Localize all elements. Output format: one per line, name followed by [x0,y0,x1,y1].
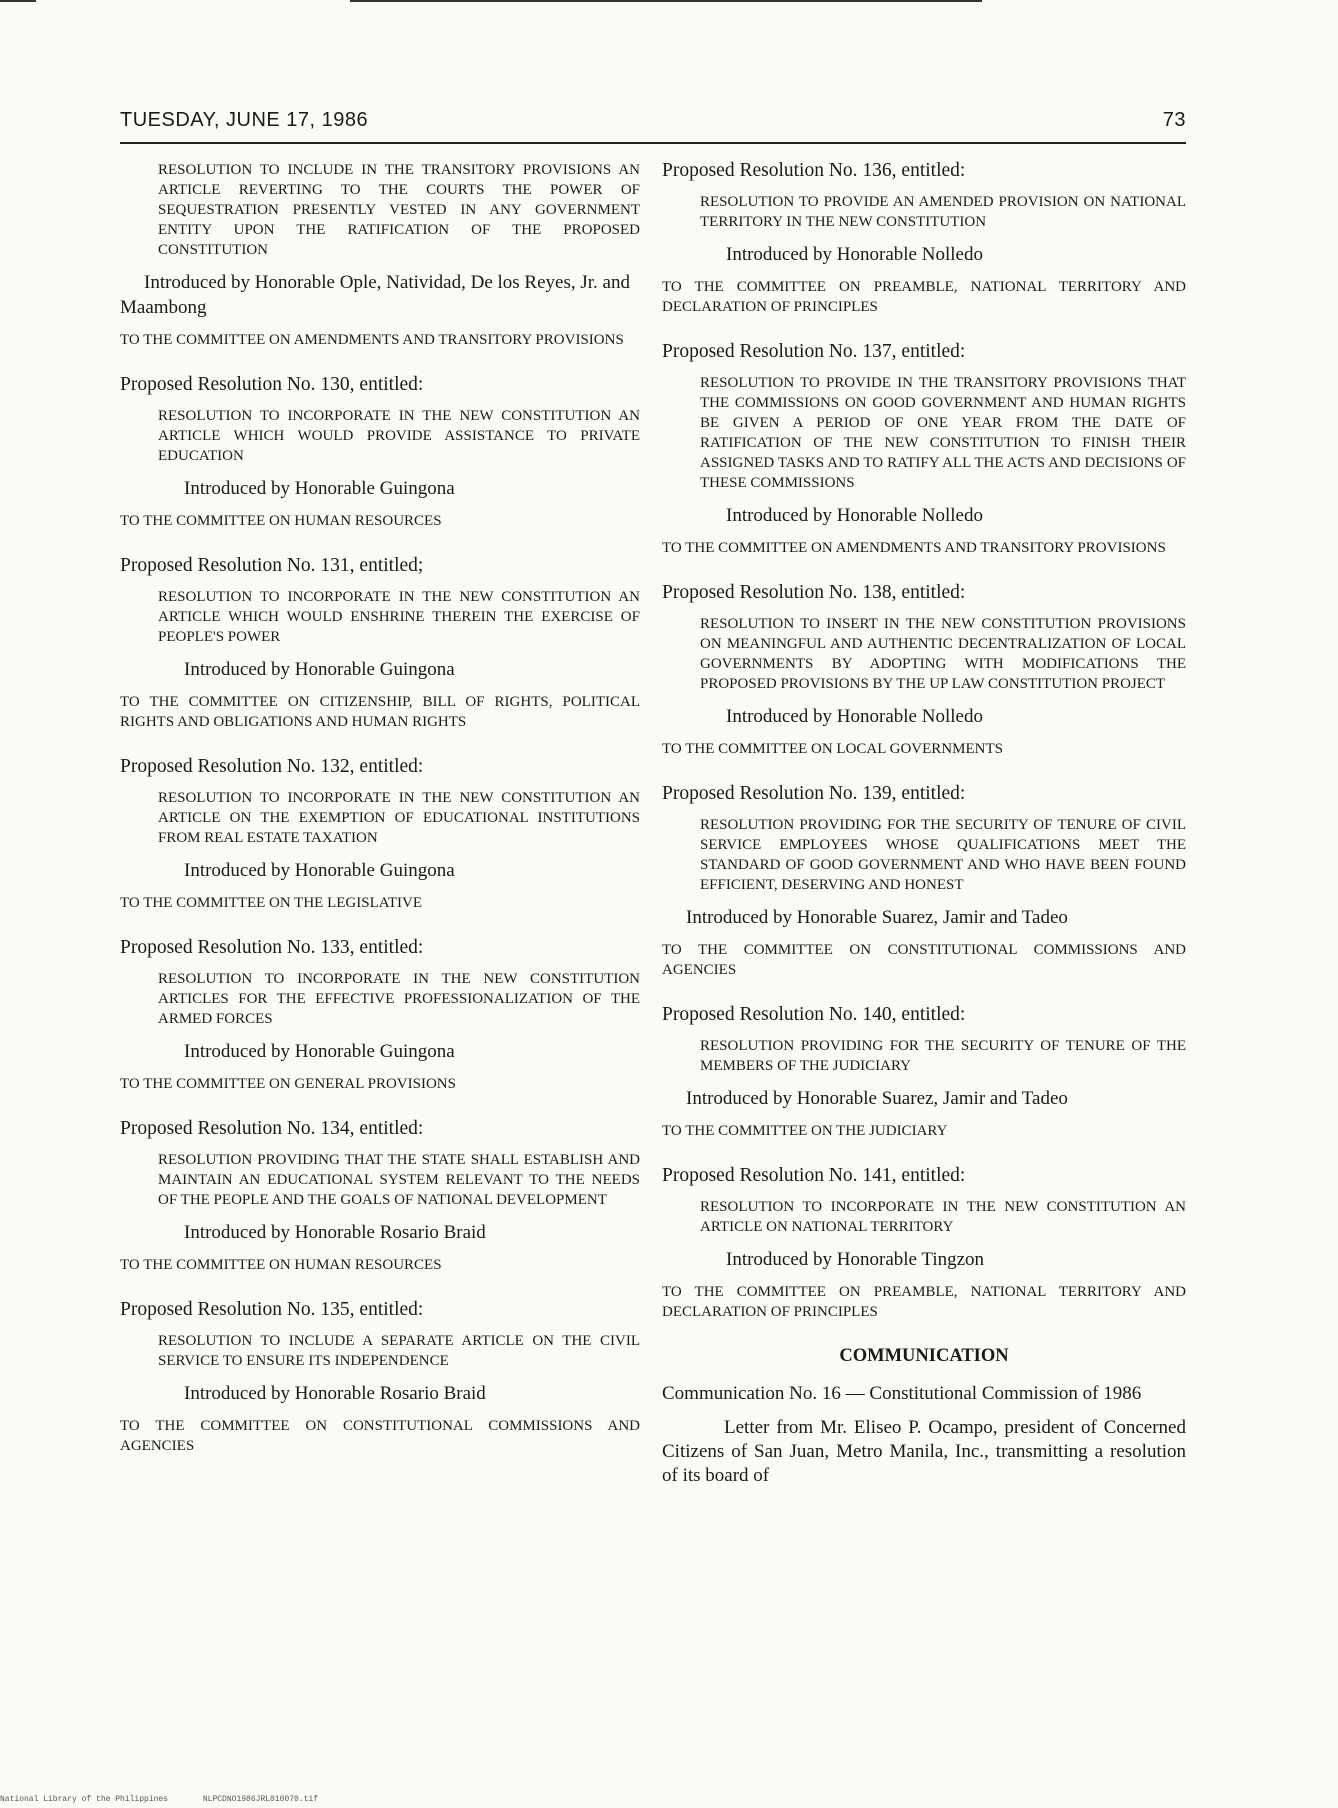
resolution-title: RESOLUTION TO INCORPORATE IN THE NEW CONSTITUTION AN ARTICLE WHICH WOULD ENSHRINE THEREIN THE EXERCISE OF PEOPLE'S POWER [158,589,640,645]
resolution-heading: Proposed Resolution No. 137, entitled: [662,341,966,362]
resolution-entry [120,160,640,350]
top-rule-center [350,0,982,2]
resolution-title: RESOLUTION TO INCORPORATE IN THE NEW CONSTITUTION AN ARTICLE ON NATIONAL TERRITORY [700,1199,1186,1235]
resolution-title: RESOLUTION TO INSERT IN THE NEW CONSTITUTION PROVISIONS ON MEANINGFUL AND AUTHENTIC DECENTRALIZATION OF LOCAL GOVERNMENTS BY ADOPTING WITH MODIFICATIONS THE PROPOSED PROVISIONS BY THE UP LAW CONSTITUTION PROJECT [700,616,1186,692]
resolution-heading: Proposed Resolution No. 132, entitled: [120,756,424,777]
resolution-title: RESOLUTION PROVIDING THAT THE STATE SHALL ESTABLISH AND MAINTAIN AN EDUCATIONAL SYSTEM RELEVANT TO THE NEEDS OF THE PEOPLE AND THE GOALS OF NATIONAL DEVELOPMENT [158,1152,640,1208]
introduced-by: Introduced by Honorable Guingona [184,1041,455,1062]
top-rule-left [0,0,36,2]
library-credit: National Library of the Philippines [0,1795,169,1804]
resolution-entry [120,1299,640,1456]
introduced-by: Introduced by Honorable Guingona [184,860,455,881]
resolution-heading: Proposed Resolution No. 130, entitled: [120,374,424,395]
resolution-title: RESOLUTION PROVIDING FOR THE SECURITY OF TENURE OF THE MEMBERS OF THE JUDICIARY [700,1038,1186,1074]
introduced-by: Introduced by Honorable Rosario Braid [184,1222,486,1243]
communication-letter: Letter from Mr. Eliseo P. Ocampo, president of Concerned Citizens of San Juan, Metro Manila, Inc., transmitting a resolution of its board of [662,1417,1186,1486]
resolution-title: RESOLUTION TO INCLUDE IN THE TRANSITORY PROVISIONS AN ARTICLE REVERTING TO THE COURTS THE POWER OF SEQUESTRATION PRESENTLY VESTED IN ANY GOVERNMENT ENTITY UPON THE RATIFICATION OF THE PROPOSED CONSTITUTION [158,162,640,258]
resolution-entry [662,160,1186,317]
committee-referral: TO THE COMMITTEE ON CITIZENSHIP, BILL OF RIGHTS, POLITICAL RIGHTS AND OBLIGATIONS AND HUMAN RIGHTS [120,694,640,730]
committee-referral: TO THE COMMITTEE ON AMENDMENTS AND TRANSITORY PROVISIONS [662,540,1166,556]
introduced-by: Introduced by Honorable Suarez, Jamir and Tadeo [686,1088,1068,1109]
committee-referral: TO THE COMMITTEE ON LOCAL GOVERNMENTS [662,741,1003,757]
resolution-entry [662,1165,1186,1322]
introduced-by: Introduced by Honorable Nolledo [726,706,983,727]
page-header [120,106,1186,144]
resolution-entry [120,1118,640,1275]
committee-referral: TO THE COMMITTEE ON HUMAN RESOURCES [120,513,442,529]
resolution-entry [662,1004,1186,1141]
committee-referral: TO THE COMMITTEE ON THE JUDICIARY [662,1123,948,1139]
committee-referral: TO THE COMMITTEE ON CONSTITUTIONAL COMMISSIONS AND AGENCIES [120,1418,640,1454]
committee-referral: TO THE COMMITTEE ON PREAMBLE, NATIONAL TERRITORY AND DECLARATION OF PRINCIPLES [662,1284,1186,1320]
introduced-by: Introduced by Honorable Tingzon [726,1249,985,1270]
resolution-entry [662,582,1186,759]
right-column [662,160,1186,1488]
committee-referral: TO THE COMMITTEE ON PREAMBLE, NATIONAL TERRITORY AND DECLARATION OF PRINCIPLES [662,279,1186,315]
committee-referral: TO THE COMMITTEE ON CONSTITUTIONAL COMMISSIONS AND AGENCIES [662,942,1186,978]
resolution-entry [120,937,640,1094]
resolution-heading: Proposed Resolution No. 140, entitled: [662,1004,966,1025]
resolution-title: RESOLUTION TO INCORPORATE IN THE NEW CONSTITUTION AN ARTICLE WHICH WOULD PROVIDE ASSISTANCE TO PRIVATE EDUCATION [158,408,640,464]
resolution-title: RESOLUTION TO INCORPORATE IN THE NEW CONSTITUTION AN ARTICLE ON THE EXEMPTION OF EDUCATIONAL INSTITUTIONS FROM REAL ESTATE TAXATION [158,790,640,846]
resolution-heading: Proposed Resolution No. 133, entitled: [120,937,424,958]
resolution-heading: Proposed Resolution No. 138, entitled: [662,582,966,603]
resolution-entry [120,374,640,531]
communication-heading: Communication No. 16 — Constitutional Commission of 1986 [662,1383,1142,1404]
resolution-entry [120,756,640,913]
committee-referral: TO THE COMMITTEE ON GENERAL PROVISIONS [120,1076,456,1092]
scan-footer [0,1795,600,1804]
introduced-by: Introduced by Honorable Suarez, Jamir and Tadeo [686,907,1068,928]
introduced-by: Introduced by Honorable Guingona [184,478,455,499]
resolution-entry [662,783,1186,980]
header-date: TUESDAY, JUNE 17, 1986 [120,109,369,131]
introduced-by: Introduced by Honorable Nolledo [726,505,983,526]
resolution-heading: Proposed Resolution No. 141, entitled: [662,1165,966,1186]
resolution-title: RESOLUTION PROVIDING FOR THE SECURITY OF TENURE OF CIVIL SERVICE EMPLOYEES WHOSE QUALIFICATIONS MEET THE STANDARD OF GOOD GOVERNMENT AND WHO HAVE BEEN FOUND EFFICIENT, DESERVING AND HONEST [700,817,1186,893]
committee-referral: TO THE COMMITTEE ON THE LEGISLATIVE [120,895,423,911]
left-column [120,160,640,1480]
resolution-title: RESOLUTION TO INCLUDE A SEPARATE ARTICLE ON THE CIVIL SERVICE TO ENSURE ITS INDEPENDENCE [158,1333,640,1369]
resolution-entry [662,341,1186,558]
page-number: 73 [1162,109,1186,131]
introduced-by: Introduced by Honorable Ople, Natividad, De los Reyes, Jr. and Maambong [120,272,630,318]
resolution-heading: Proposed Resolution No. 134, entitled: [120,1118,424,1139]
resolution-heading: Proposed Resolution No. 136, entitled: [662,160,966,181]
resolution-entry [120,555,640,732]
committee-referral: TO THE COMMITTEE ON AMENDMENTS AND TRANSITORY PROVISIONS [120,332,624,348]
communication-title: COMMUNICATION [839,1346,1009,1366]
committee-referral: TO THE COMMITTEE ON HUMAN RESOURCES [120,1257,442,1273]
communication-section [662,1346,1186,1488]
resolution-heading: Proposed Resolution No. 139, entitled: [662,783,966,804]
introduced-by: Introduced by Honorable Rosario Braid [184,1383,486,1404]
file-name: NLPCDNO1986JRL010070.tif [202,1795,319,1804]
introduced-by: Introduced by Honorable Nolledo [726,244,983,265]
resolution-title: RESOLUTION TO PROVIDE AN AMENDED PROVISION ON NATIONAL TERRITORY IN THE NEW CONSTITUTION [700,194,1186,230]
resolution-title: RESOLUTION TO INCORPORATE IN THE NEW CONSTITUTION ARTICLES FOR THE EFFECTIVE PROFESSIONALIZATION OF THE ARMED FORCES [158,971,640,1027]
resolution-heading: Proposed Resolution No. 131, entitled; [120,555,424,576]
introduced-by: Introduced by Honorable Guingona [184,659,455,680]
resolution-title: RESOLUTION TO PROVIDE IN THE TRANSITORY PROVISIONS THAT THE COMMISSIONS ON GOOD GOVERNMENT AND HUMAN RIGHTS BE GIVEN A PERIOD OF ONE YEAR FROM THE DATE OF RATIFICATION OF THE NEW CONSTITUTION TO FINISH THEIR ASSIGNED TASKS AND TO RATIFY ALL THE ACTS AND DECISIONS OF THESE COMMISSIONS [700,375,1186,491]
resolution-heading: Proposed Resolution No. 135, entitled: [120,1299,424,1320]
